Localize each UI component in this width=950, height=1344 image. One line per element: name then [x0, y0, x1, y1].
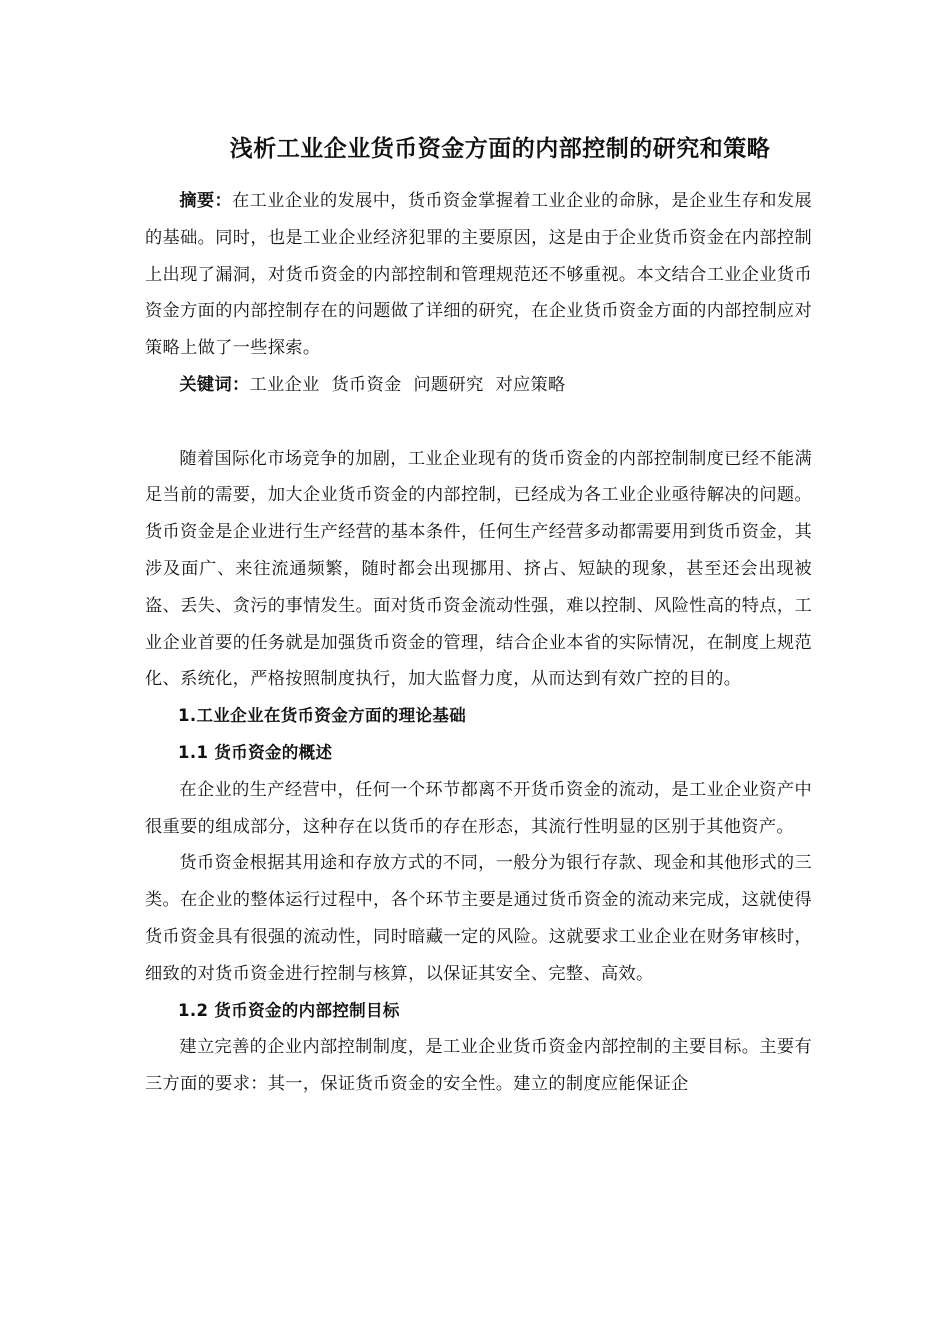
intro-paragraph: 随着国际化市场竞争的加剧，工业企业现有的货币资金的内部控制制度已经不能满足当前的需要，加大企业货币资金的内部控制，已经成为各工业企业亟待解决的问题。货币资金是企业进行生产经营的基本条件，任何生产经营多动都需要用到货币资金，其涉及面广、来往流通频繁，随时都会出现挪用、挤占、短缺的现象，甚至还会出现被盗、丢失、贪污的事情发生。面对货币资金流动性强，难以控制、风险性高的特点，工业企业首要的任务就是加强货币资金的管理，结合企业本省的实际情况，在制度上规范化、系统化，严格按照制度执行，加大监督力度，从而达到有效广控的目的。 [145, 448, 812, 690]
paper-title: 浅析工业企业货币资金方面的内部控制的研究和策略 [229, 135, 771, 162]
section-1-1-paragraph-1: 在企业的生产经营中，任何一个环节都离不开货币资金的流动，是工业企业资产中很重要的组成部分，这种存在以货币的存在形态，其流行性明显的区别于其他资产。 [145, 779, 812, 837]
abstract-paragraph [145, 183, 812, 367]
abstract-text: 在工业企业的发展中，货币资金掌握着工业企业的命脉，是企业生存和发展的基础。同时，也是工业企业经济犯罪的主要原因，这是由于企业货币资金在内部控制上出现了漏洞，对货币资金的内部控制和管理规范还不够重视。本文结合工业企业货币资金方面的内部控制存在的问题做了详细的研究，在企业货币资金方面的内部控制应对策略上做了一些探索。 [145, 191, 812, 359]
section-1-2-heading: 1.2 货币资金的内部控制目标 [178, 1000, 400, 1020]
section-1-heading: 1.工业企业在货币资金方面的理论基础 [178, 706, 467, 726]
section-1-1-paragraph-2: 货币资金根据其用途和存放方式的不同，一般分为银行存款、现金和其他形式的三类。在企业的整体运行过程中，各个环节主要是通过货币资金的流动来完成，这就使得货币资金具有很强的流动性，同时暗藏一定的风险。这就要求工业企业在财务审核时，细致的对货币资金进行控制与核算，以保证其安全、完整、高效。 [145, 853, 812, 984]
abstract-label: 摘要： [179, 191, 233, 211]
blank-line [145, 404, 812, 441]
section-1-1-heading: 1.1 货币资金的概述 [178, 742, 333, 762]
paper-body [145, 183, 812, 1103]
section-1-2-paragraph-1: 建立完善的企业内部控制制度，是工业企业货币资金内部控制的主要目标。主要有三方面的要求：其一，保证货币资金的安全性。建立的制度应能保证企 [145, 1037, 812, 1095]
keywords-text: 工业企业 货币资金 问题研究 对应策略 [249, 374, 566, 395]
keywords-label: 关键词： [179, 374, 250, 395]
keywords-paragraph [145, 367, 812, 404]
